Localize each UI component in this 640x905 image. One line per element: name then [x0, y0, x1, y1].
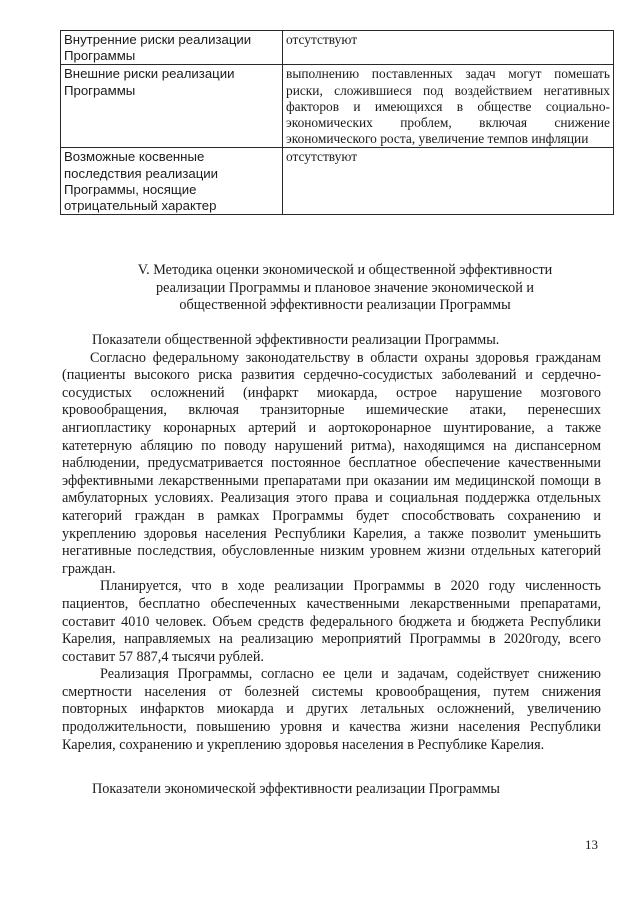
risk-label-cell: Возможные косвенные последствия реализации Программы, носящие отрицательный характер — [61, 148, 283, 215]
paragraph: Согласно федеральному законодательству в области охраны здоровья гражданам (пациенты высокого риска развития сердечно-сосудистых заболеваний и сердечно-сосудистых осложнений (инфаркт миокарда, острое нарушение мозгового кровообращения, включая транзиторные ишемические атаки, перенесших ангиопластику коронарных артерий и аортокоронарное шунтирование, а также катетерную абляцию по поводу нарушений ритма), находящимся на диспансерном наблюдении, предусматривается постоянное бесплатное обеспечение качественными эффективными лекарственными препаратами при оказании им медицинской помощи в амбулаторных условиях. Реализация этого права и социальная поддержка отдельных категорий граждан в рамках Программы будет способствовать сохранению и укреплению здоровья населения Республики Карелия, а также позволит уменьшить негативные последствия, обусловленные низким уровнем жизни отдельных категорий граждан. — [62, 349, 601, 577]
table-row — [61, 65, 614, 148]
risk-value-cell: отсутствуют — [283, 148, 614, 215]
risk-table — [60, 30, 614, 215]
economic-efficiency-heading: Показатели экономической эффективности реализации Программы — [92, 781, 500, 797]
risk-value-cell: выполнению поставленных задач могут помешать риски, сложившиеся под воздействием негативных факторов и имеющихся в обществе социально-экономических проблем, включая снижение экономического роста, увеличение темпов инфляции — [283, 65, 614, 148]
section-heading-line: V. Методика оценки экономической и общественной эффективности — [137, 262, 553, 278]
section-heading-line: общественной эффективности реализации Программы — [179, 297, 511, 313]
body-text — [62, 332, 601, 754]
risk-label-cell: Внешние риски реализации Программы — [61, 65, 283, 148]
paragraph: Реализация Программы, согласно ее цели и задачам, содействует снижению смертности населения от болезней системы кровообращения, путем снижения повторных инфарктов миокарда и других летальных осложнений, увеличению продолжительности, повышению уровня и качества жизни населения Республики Карелия, сохранению и укреплению здоровья населения в Республике Карелия. — [62, 666, 601, 753]
social-efficiency-heading: Показатели общественной эффективности реализации Программы. — [92, 332, 500, 348]
section-heading — [110, 262, 580, 315]
table-row — [61, 148, 614, 215]
risk-value-cell: отсутствуют — [283, 31, 614, 65]
section-heading-line: реализации Программы и плановое значение экономической и — [156, 279, 534, 296]
table-row — [61, 31, 614, 65]
paragraph: Планируется, что в ходе реализации Программы в 2020 году численность пациентов, бесплатно обеспеченных качественными лекарственными препаратами, составит 4010 человек. Объем средств федерального бюджета и бюджета Республики Карелия, направляемых на реализацию мероприятий Программы в 2020году, всего составит 57 887,4 тысячи рублей. — [62, 578, 601, 665]
page-number: 13 — [585, 837, 598, 852]
risk-label-cell: Внутренние риски реализации Программы — [61, 31, 283, 65]
